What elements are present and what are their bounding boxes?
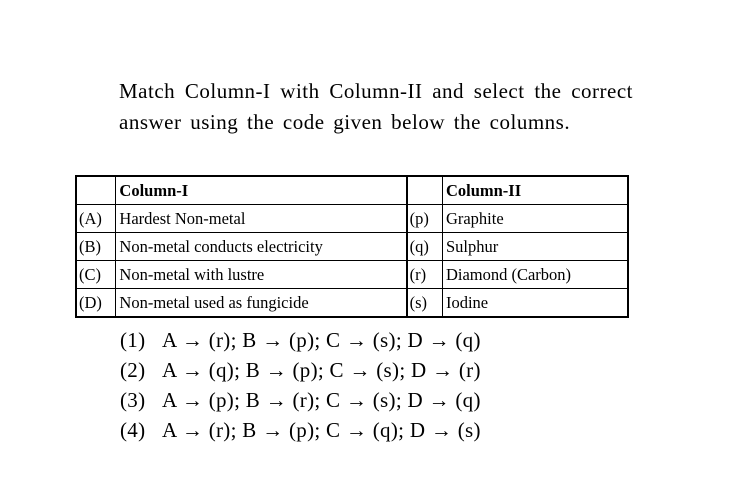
row-item-col2: Iodine <box>442 289 628 318</box>
row-label-col1: (B) <box>76 233 116 261</box>
option-text: A → (p); B → (r); C → (s); D → (q) <box>162 388 481 412</box>
question-text: Match Column-I with Column-II and select the correct answer using the code given below the columns. <box>119 79 633 134</box>
row-label-col2: (p) <box>407 205 443 233</box>
row-item-col1: Non-metal conducts electricity <box>116 233 407 261</box>
row-item-col1: Hardest Non-metal <box>116 205 407 233</box>
option-4[interactable] <box>120 415 481 445</box>
row-label-col2: (r) <box>407 261 443 289</box>
row-label-col2: (q) <box>407 233 443 261</box>
option-number: (3) <box>120 388 146 412</box>
row-item-col1: Non-metal used as fungicide <box>116 289 407 318</box>
column-1-header: Column-I <box>116 176 407 205</box>
option-text: A → (r); B → (p); C → (q); D → (s) <box>162 418 481 442</box>
match-table <box>75 175 629 318</box>
table-header-row <box>76 176 628 205</box>
table-row <box>76 233 628 261</box>
row-label-col1: (A) <box>76 205 116 233</box>
column-2-header: Column-II <box>442 176 628 205</box>
option-2[interactable] <box>120 355 481 385</box>
row-item-col2: Sulphur <box>442 233 628 261</box>
option-text: A → (q); B → (p); C → (s); D → (r) <box>162 358 481 382</box>
row-item-col1: Non-metal with lustre <box>116 261 407 289</box>
option-1[interactable] <box>120 325 481 355</box>
option-number: (2) <box>120 358 146 382</box>
answer-options <box>120 325 481 445</box>
header-blank-1 <box>76 176 116 205</box>
header-blank-2 <box>407 176 443 205</box>
option-number: (4) <box>120 418 146 442</box>
option-3[interactable] <box>120 385 481 415</box>
table-row <box>76 261 628 289</box>
row-label-col1: (D) <box>76 289 116 318</box>
row-item-col2: Graphite <box>442 205 628 233</box>
table-row <box>76 205 628 233</box>
option-text: A → (r); B → (p); C → (s); D → (q) <box>162 328 481 352</box>
row-label-col1: (C) <box>76 261 116 289</box>
table-row <box>76 289 628 318</box>
row-item-col2: Diamond (Carbon) <box>442 261 628 289</box>
option-number: (1) <box>120 328 146 352</box>
row-label-col2: (s) <box>407 289 443 318</box>
